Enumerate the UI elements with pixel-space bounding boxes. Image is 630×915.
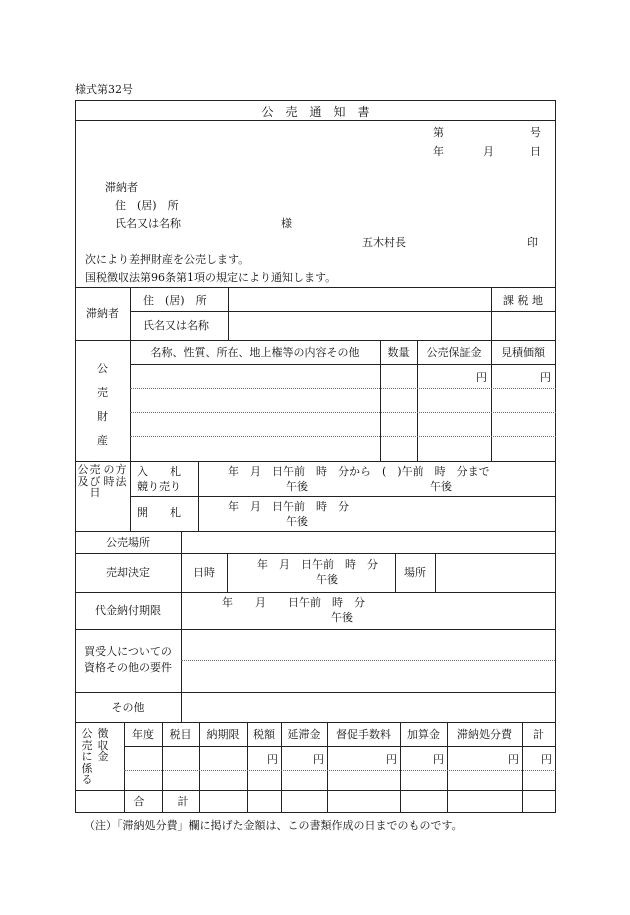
payment-deadline-pm: 午後 bbox=[331, 611, 353, 624]
bid-period: 年 月 日午前 時 分から ( )午前 時 分まで bbox=[228, 465, 490, 478]
disposition-fee-unit: 円 bbox=[508, 753, 519, 766]
buyer-req-label-1: 買受人についての bbox=[84, 645, 172, 658]
sale-decision-place-label: 場所 bbox=[404, 566, 426, 579]
other-label: その他 bbox=[111, 701, 145, 714]
grand-total-label: 合 計 bbox=[133, 795, 189, 808]
footnote: （注）「滞納処分費」欄に掲げた金額は、この書類作成の日までのものです。 bbox=[84, 819, 463, 832]
addressee-address-label: 住 (居) 所 bbox=[115, 199, 179, 212]
method-label-col3: の時 bbox=[103, 463, 115, 488]
form-title: 公 売 通 知 書 bbox=[261, 105, 370, 119]
bid-label: 入 札 bbox=[137, 465, 181, 478]
method-label-col2: 売び日 bbox=[89, 463, 101, 500]
tax-amount-unit: 円 bbox=[267, 753, 278, 766]
delinquency-unit: 円 bbox=[313, 753, 324, 766]
tax-header-disposition-fee: 滞納処分費 bbox=[457, 728, 512, 741]
method-label-col4: 方法 bbox=[115, 463, 127, 488]
sale-place-label: 公売場所 bbox=[106, 536, 150, 549]
dunning-fee-unit: 円 bbox=[386, 753, 397, 766]
bid-end-pm: 午後 bbox=[430, 480, 452, 493]
estimate-unit: 円 bbox=[540, 371, 551, 384]
intro-line-1: 次により差押財産を公売します。 bbox=[85, 253, 250, 266]
date-month: 月 bbox=[483, 145, 494, 158]
open-pm: 午後 bbox=[286, 515, 308, 528]
property-label-3: 財 bbox=[97, 410, 108, 423]
open-label: 開 札 bbox=[137, 506, 181, 519]
property-header-description: 名称、性質、所在、地上権等の内容その他 bbox=[150, 346, 360, 359]
issuer-seal: 印 bbox=[527, 236, 538, 249]
tax-header-total: 計 bbox=[533, 728, 544, 741]
property-header-estimate: 見積価額 bbox=[501, 346, 545, 359]
tax-header-due: 納期限 bbox=[206, 728, 240, 741]
date-day: 日 bbox=[530, 145, 541, 158]
delinquent-label: 滞納者 bbox=[86, 307, 119, 320]
payment-deadline-value: 年 月 日午前 時 分 bbox=[222, 596, 365, 609]
property-label-2: 売 bbox=[97, 386, 108, 399]
delinquent-address-label: 住 (居) 所 bbox=[143, 294, 207, 307]
doc-no-suffix: 号 bbox=[530, 126, 541, 139]
tax-header-amount: 税額 bbox=[253, 728, 275, 741]
addressee-name-label: 氏名又は名称 bbox=[115, 217, 181, 230]
property-header-deposit: 公売保証金 bbox=[426, 346, 482, 359]
sale-decision-datetime-label: 日時 bbox=[193, 566, 215, 579]
property-label-4: 産 bbox=[97, 434, 108, 447]
total-unit: 円 bbox=[541, 753, 552, 766]
tax-header-additional: 加算金 bbox=[407, 728, 440, 741]
tax-label-col2: 徴収金 bbox=[97, 727, 109, 764]
tax-label-col1: 公売に係る bbox=[81, 727, 93, 787]
tax-header-item: 税目 bbox=[169, 728, 192, 741]
delinquent-name-label: 氏名又は名称 bbox=[143, 319, 209, 332]
bid-start-pm: 午後 bbox=[286, 480, 308, 493]
tax-place-label: 課 税 地 bbox=[503, 294, 543, 307]
form-number: 様式第32号 bbox=[75, 83, 133, 96]
property-label-1: 公 bbox=[97, 362, 108, 375]
auction-label: 競り売り bbox=[137, 480, 181, 493]
issuer-title: 五木村長 bbox=[362, 236, 406, 249]
doc-no-prefix: 第 bbox=[433, 126, 444, 139]
deposit-unit: 円 bbox=[476, 371, 487, 384]
method-label-col1: 公及 bbox=[77, 463, 89, 488]
tax-header-dunning-fee: 督促手数料 bbox=[336, 728, 391, 741]
tax-header-year: 年度 bbox=[132, 728, 154, 741]
date-year: 年 bbox=[433, 145, 444, 158]
open-time: 年 月 日午前 時 分 bbox=[228, 500, 349, 513]
intro-line-2: 国税徴収法第96条第1項の規定により通知します。 bbox=[85, 271, 337, 284]
honorific: 様 bbox=[281, 217, 292, 230]
public-sale-notice-form bbox=[75, 100, 556, 813]
sale-decision-datetime: 年 月 日午前 時 分 bbox=[257, 558, 378, 571]
buyer-req-label-2: 資格その他の要件 bbox=[84, 661, 172, 674]
property-header-quantity: 数量 bbox=[387, 346, 410, 359]
additional-unit: 円 bbox=[433, 753, 444, 766]
payment-deadline-label: 代金納付期限 bbox=[95, 604, 161, 617]
addressee-label: 滞納者 bbox=[105, 181, 138, 194]
sale-decision-label: 売却決定 bbox=[106, 566, 150, 579]
sale-decision-pm: 午後 bbox=[316, 573, 338, 586]
tax-header-delinquency: 延滞金 bbox=[287, 728, 321, 741]
